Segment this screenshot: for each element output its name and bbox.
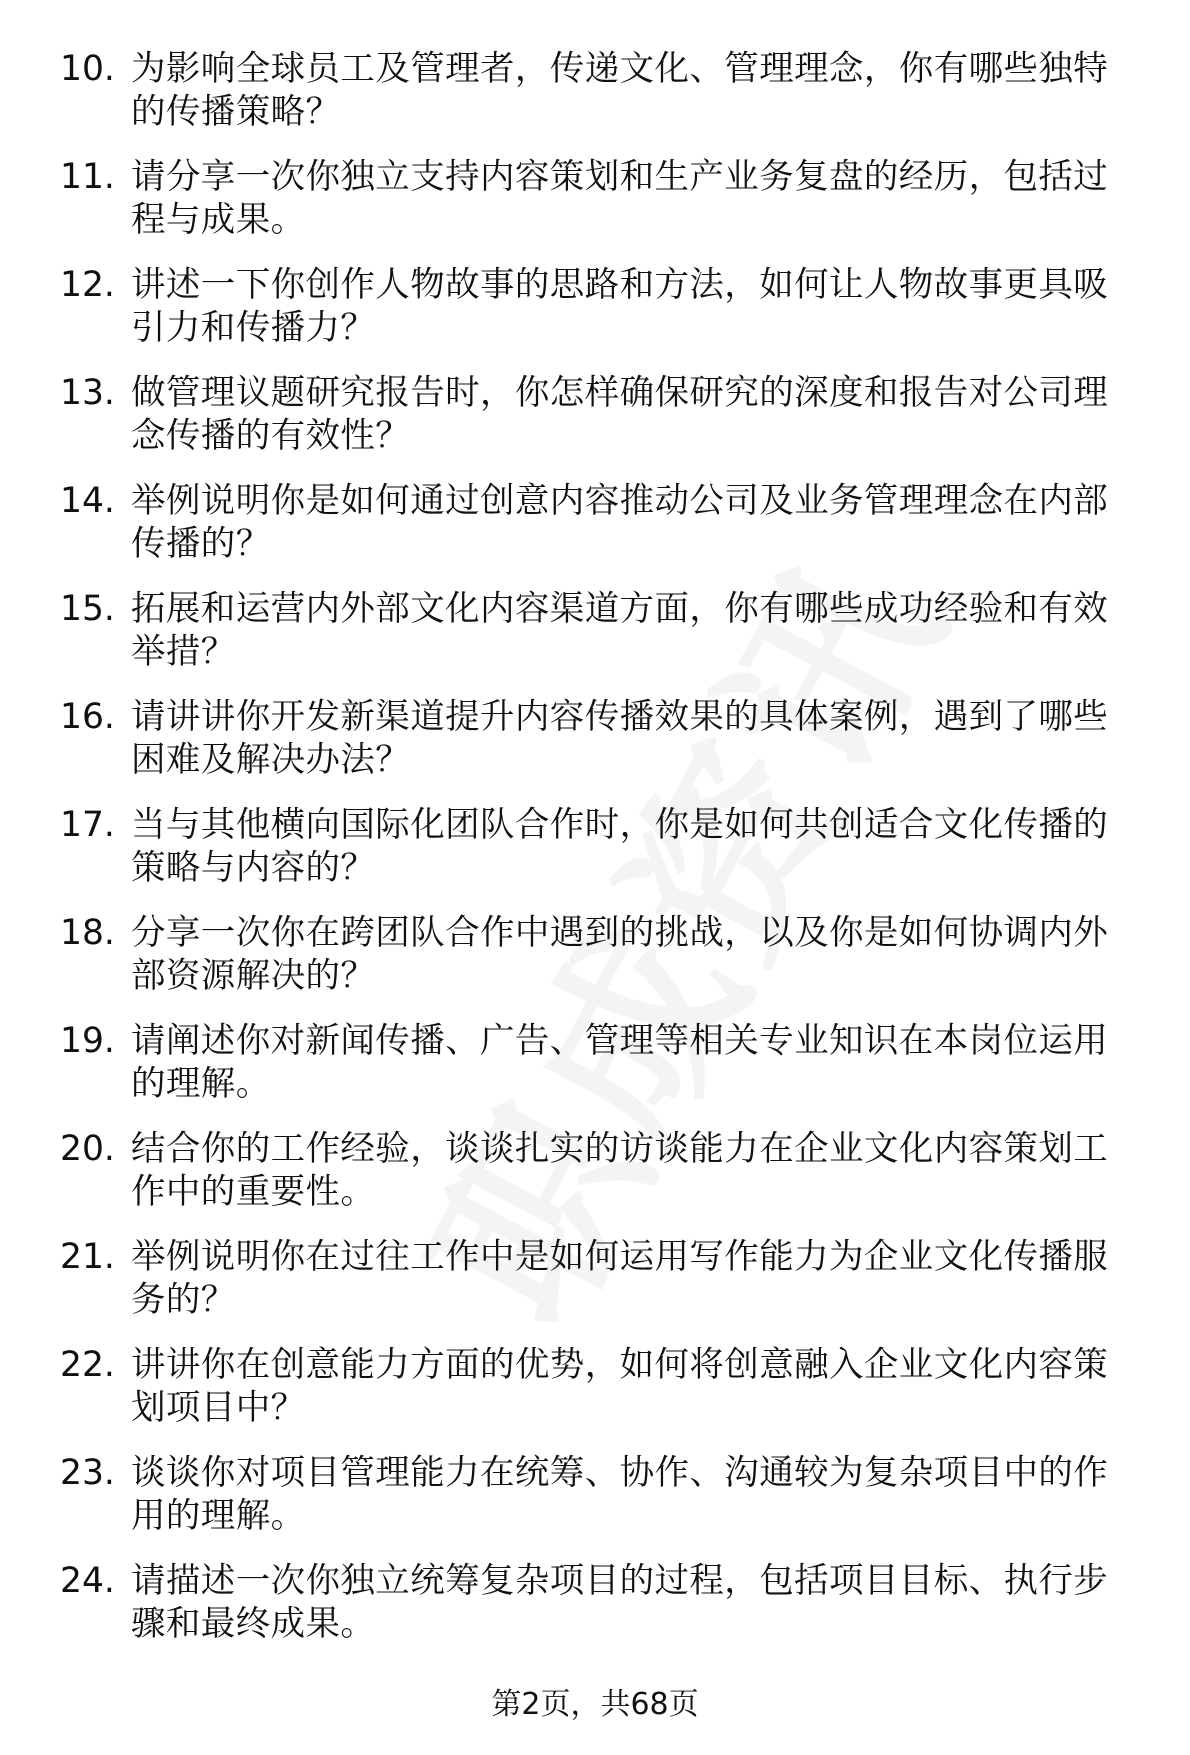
question-item xyxy=(0,1020,1190,1128)
question-text: 做管理议题研究报告时，你怎样确保研究的深度和报告对公司理念传播的有效性？ xyxy=(131,373,1109,456)
question-list xyxy=(0,48,1190,1668)
question-number: 20. xyxy=(60,1129,115,1169)
question-number: 23. xyxy=(60,1453,115,1493)
question-item xyxy=(0,264,1190,372)
question-number: 24. xyxy=(60,1561,115,1601)
question-text: 请描述一次你独立统筹复杂项目的过程，包括项目目标、执行步骤和最终成果。 xyxy=(131,1561,1109,1644)
question-text: 拓展和运营内外部文化内容渠道方面，你有哪些成功经验和有效举措？ xyxy=(131,589,1109,672)
question-number: 10. xyxy=(60,49,115,89)
question-item xyxy=(0,480,1190,588)
question-item xyxy=(0,696,1190,804)
question-item xyxy=(0,912,1190,1020)
question-number: 18. xyxy=(60,913,115,953)
question-text: 请分享一次你独立支持内容策划和生产业务复盘的经历，包括过程与成果。 xyxy=(131,157,1109,240)
question-text: 请阐述你对新闻传播、广告、管理等相关专业知识在本岗位运用的理解。 xyxy=(131,1021,1109,1104)
question-number: 19. xyxy=(60,1021,115,1061)
question-item xyxy=(0,1128,1190,1236)
question-item xyxy=(0,588,1190,696)
question-text: 举例说明你在过往工作中是如何运用写作能力为企业文化传播服务的？ xyxy=(131,1237,1109,1320)
question-item xyxy=(0,156,1190,264)
question-text: 谈谈你对项目管理能力在统筹、协作、沟通较为复杂项目中的作用的理解。 xyxy=(131,1453,1109,1536)
question-number: 22. xyxy=(60,1345,115,1385)
question-text: 讲述一下你创作人物故事的思路和方法，如何让人物故事更具吸引力和传播力？ xyxy=(131,265,1109,348)
question-text: 当与其他横向国际化团队合作时，你是如何共创适合文化传播的策略与内容的？ xyxy=(131,805,1109,888)
question-number: 17. xyxy=(60,805,115,845)
question-text: 讲讲你在创意能力方面的优势，如何将创意融入企业文化内容策划项目中？ xyxy=(131,1345,1109,1428)
question-number: 12. xyxy=(60,265,115,305)
question-item xyxy=(0,372,1190,480)
question-item xyxy=(0,1560,1190,1668)
question-number: 11. xyxy=(60,157,115,197)
question-item xyxy=(0,804,1190,912)
question-number: 16. xyxy=(60,697,115,737)
page-number-footer: 第2页，共68页 xyxy=(491,1687,699,1722)
question-item xyxy=(0,1452,1190,1560)
question-number: 13. xyxy=(60,373,115,413)
question-text: 结合你的工作经验，谈谈扎实的访谈能力在企业文化内容策划工作中的重要性。 xyxy=(131,1129,1109,1212)
question-number: 15. xyxy=(60,589,115,629)
question-number: 21. xyxy=(60,1237,115,1277)
question-text: 举例说明你是如何通过创意内容推动公司及业务管理理念在内部传播的？ xyxy=(131,481,1109,564)
question-item xyxy=(0,1236,1190,1344)
question-number: 14. xyxy=(60,481,115,521)
question-item xyxy=(0,48,1190,156)
question-text: 为影响全球员工及管理者，传递文化、管理理念，你有哪些独特的传播策略？ xyxy=(131,49,1109,132)
question-item xyxy=(0,1344,1190,1452)
question-text: 请讲讲你开发新渠道提升内容传播效果的具体案例，遇到了哪些困难及解决办法？ xyxy=(131,697,1109,780)
question-text: 分享一次你在跨团队合作中遇到的挑战，以及你是如何协调内外部资源解决的？ xyxy=(131,913,1109,996)
